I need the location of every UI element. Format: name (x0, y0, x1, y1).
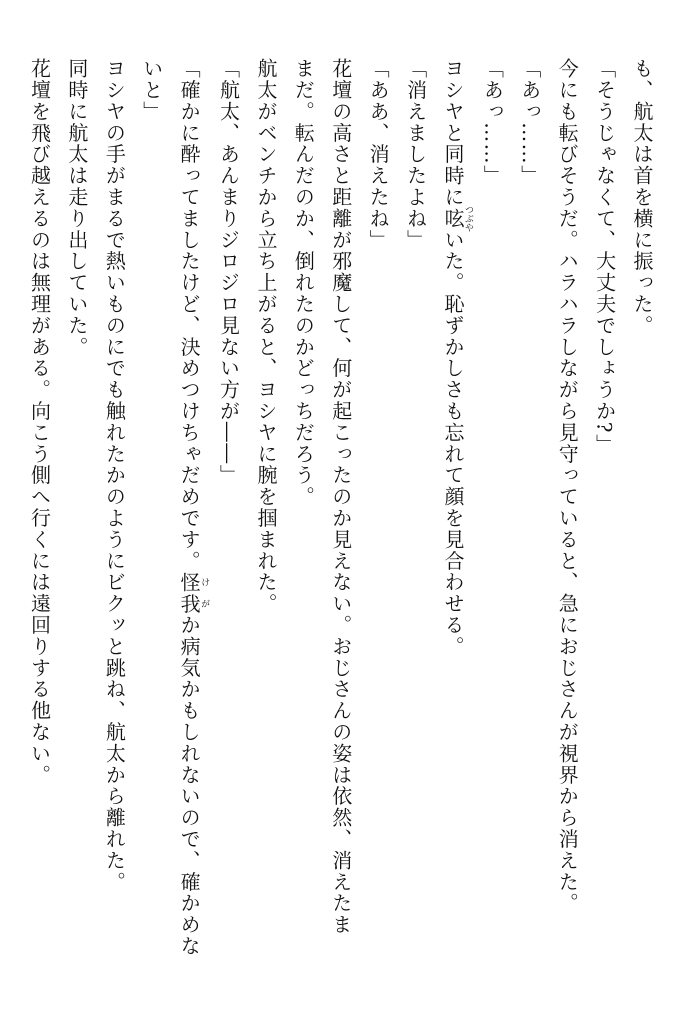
ruby-base: 怪我 (177, 571, 202, 615)
text-line: 花壇を飛び越えるのは無理がある。向こう側へ行くには遠回りする他ない。 (27, 58, 52, 786)
ruby-word (177, 571, 210, 615)
text-line: まだ。転んだのか、倒れたのかどっちだろう。 (291, 58, 316, 508)
dialogue-line: 「あっ……」 (480, 58, 505, 187)
ruby-annotation: つぶや (462, 205, 473, 233)
text-line: 同時に航太は走り出していた。 (64, 58, 89, 358)
dialogue-line: いと」 (139, 58, 164, 123)
text-segment: ヨシヤと同時に (440, 58, 465, 208)
ruby-annotation: けが (199, 571, 210, 615)
vertical-text-block (20, 58, 660, 963)
text-segment: 「確かに酔ってましたけど、決めつけちゃだめです。 (177, 58, 202, 572)
dialogue-line: 「消えましたよね」 (403, 58, 428, 251)
ruby-word (440, 205, 473, 233)
text-segment: いた。恥ずかしさも忘れて顔を見合わせる。 (440, 229, 465, 658)
ruby-base: 呟 (440, 205, 465, 233)
text-line: ヨシヤの手がまるで熱いものにでも触れたかのようにビクッと跳ね、航太から離れた。 (102, 58, 127, 893)
text-line: 今にも転びそうだ。ハラハラしながら見守っていると、急におじさんが視界から消えた。 (555, 58, 580, 914)
dialogue-line: 「あっ……」 (517, 58, 542, 187)
dialogue-line: 「ああ、消えたね」 (366, 58, 391, 251)
text-line: も、航太は首を横に振った。 (630, 58, 654, 337)
text-line-with-ruby (434, 58, 473, 963)
text-line: 花壇の高さと距離が邪魔して、何が起こったのか見えない。おじさんの姿は依然、消えたま (328, 58, 353, 936)
dialogue-line-with-ruby (170, 58, 209, 963)
text-line: 航太がベンチから立ち上がると、ヨシヤに腕を掴まれた。 (253, 58, 278, 615)
dialogue-line: 「航太、あんまりジロジロ見ない方が――」 (216, 58, 241, 486)
text-segment: か病気かもしれないので、確かめな (177, 614, 202, 957)
dialogue-line: 「そうじゃなくて、大丈夫でしょうか?」 (592, 58, 617, 456)
